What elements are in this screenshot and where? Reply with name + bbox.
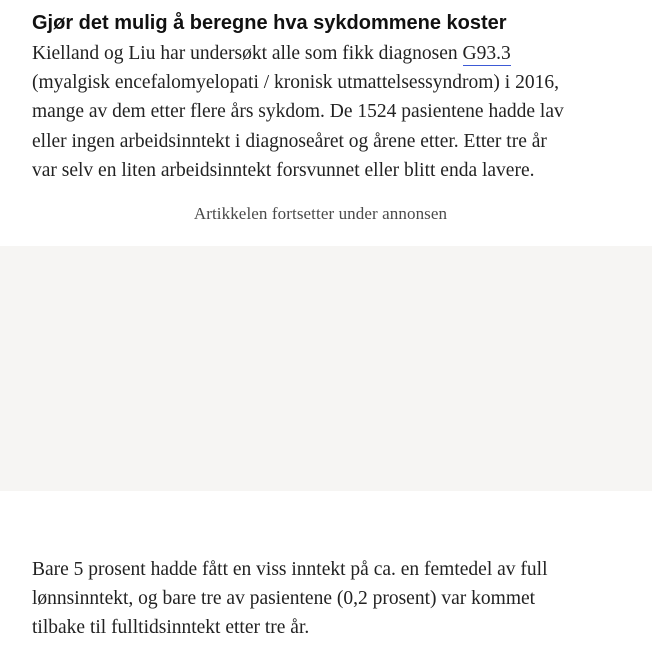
paragraph-line: var selv en liten arbeidsinntekt forsvunnet eller blitt enda lavere. xyxy=(32,159,535,181)
diagnosis-code-link[interactable]: G93.3 xyxy=(462,43,511,64)
paragraph-line xyxy=(32,39,632,68)
paragraph-income xyxy=(32,555,632,643)
paragraph-line: (myalgisk encefalomyelopati / kronisk utmattelsessyndrom) i 2016, xyxy=(32,72,559,94)
paragraph-diagnosis xyxy=(32,39,632,185)
paragraph-line: tilbake til fulltidsinntekt etter tre år. xyxy=(32,617,310,639)
ad-notice-label: Artikkelen fortsetter under annonsen xyxy=(193,204,448,223)
paragraph-text: Kielland og Liu har undersøkt alle som fikk diagnosen xyxy=(32,43,463,64)
advertisement-slot xyxy=(0,246,652,491)
paragraph-line: eller ingen arbeidsinntekt i diagnoseåret og årene etter. Etter tre år xyxy=(32,130,547,152)
paragraph-line: Bare 5 prosent hadde fått en viss inntekt på ca. en femtedel av full xyxy=(32,559,548,580)
paragraph-line: mange av dem etter flere års sykdom. De 1524 pasientene hadde lav xyxy=(32,101,564,123)
section-heading: Gjør det mulig å beregne hva sykdommene koster xyxy=(32,12,507,34)
paragraph-line: lønnsinntekt, og bare tre av pasientene (0,2 prosent) var kommet xyxy=(32,588,536,610)
